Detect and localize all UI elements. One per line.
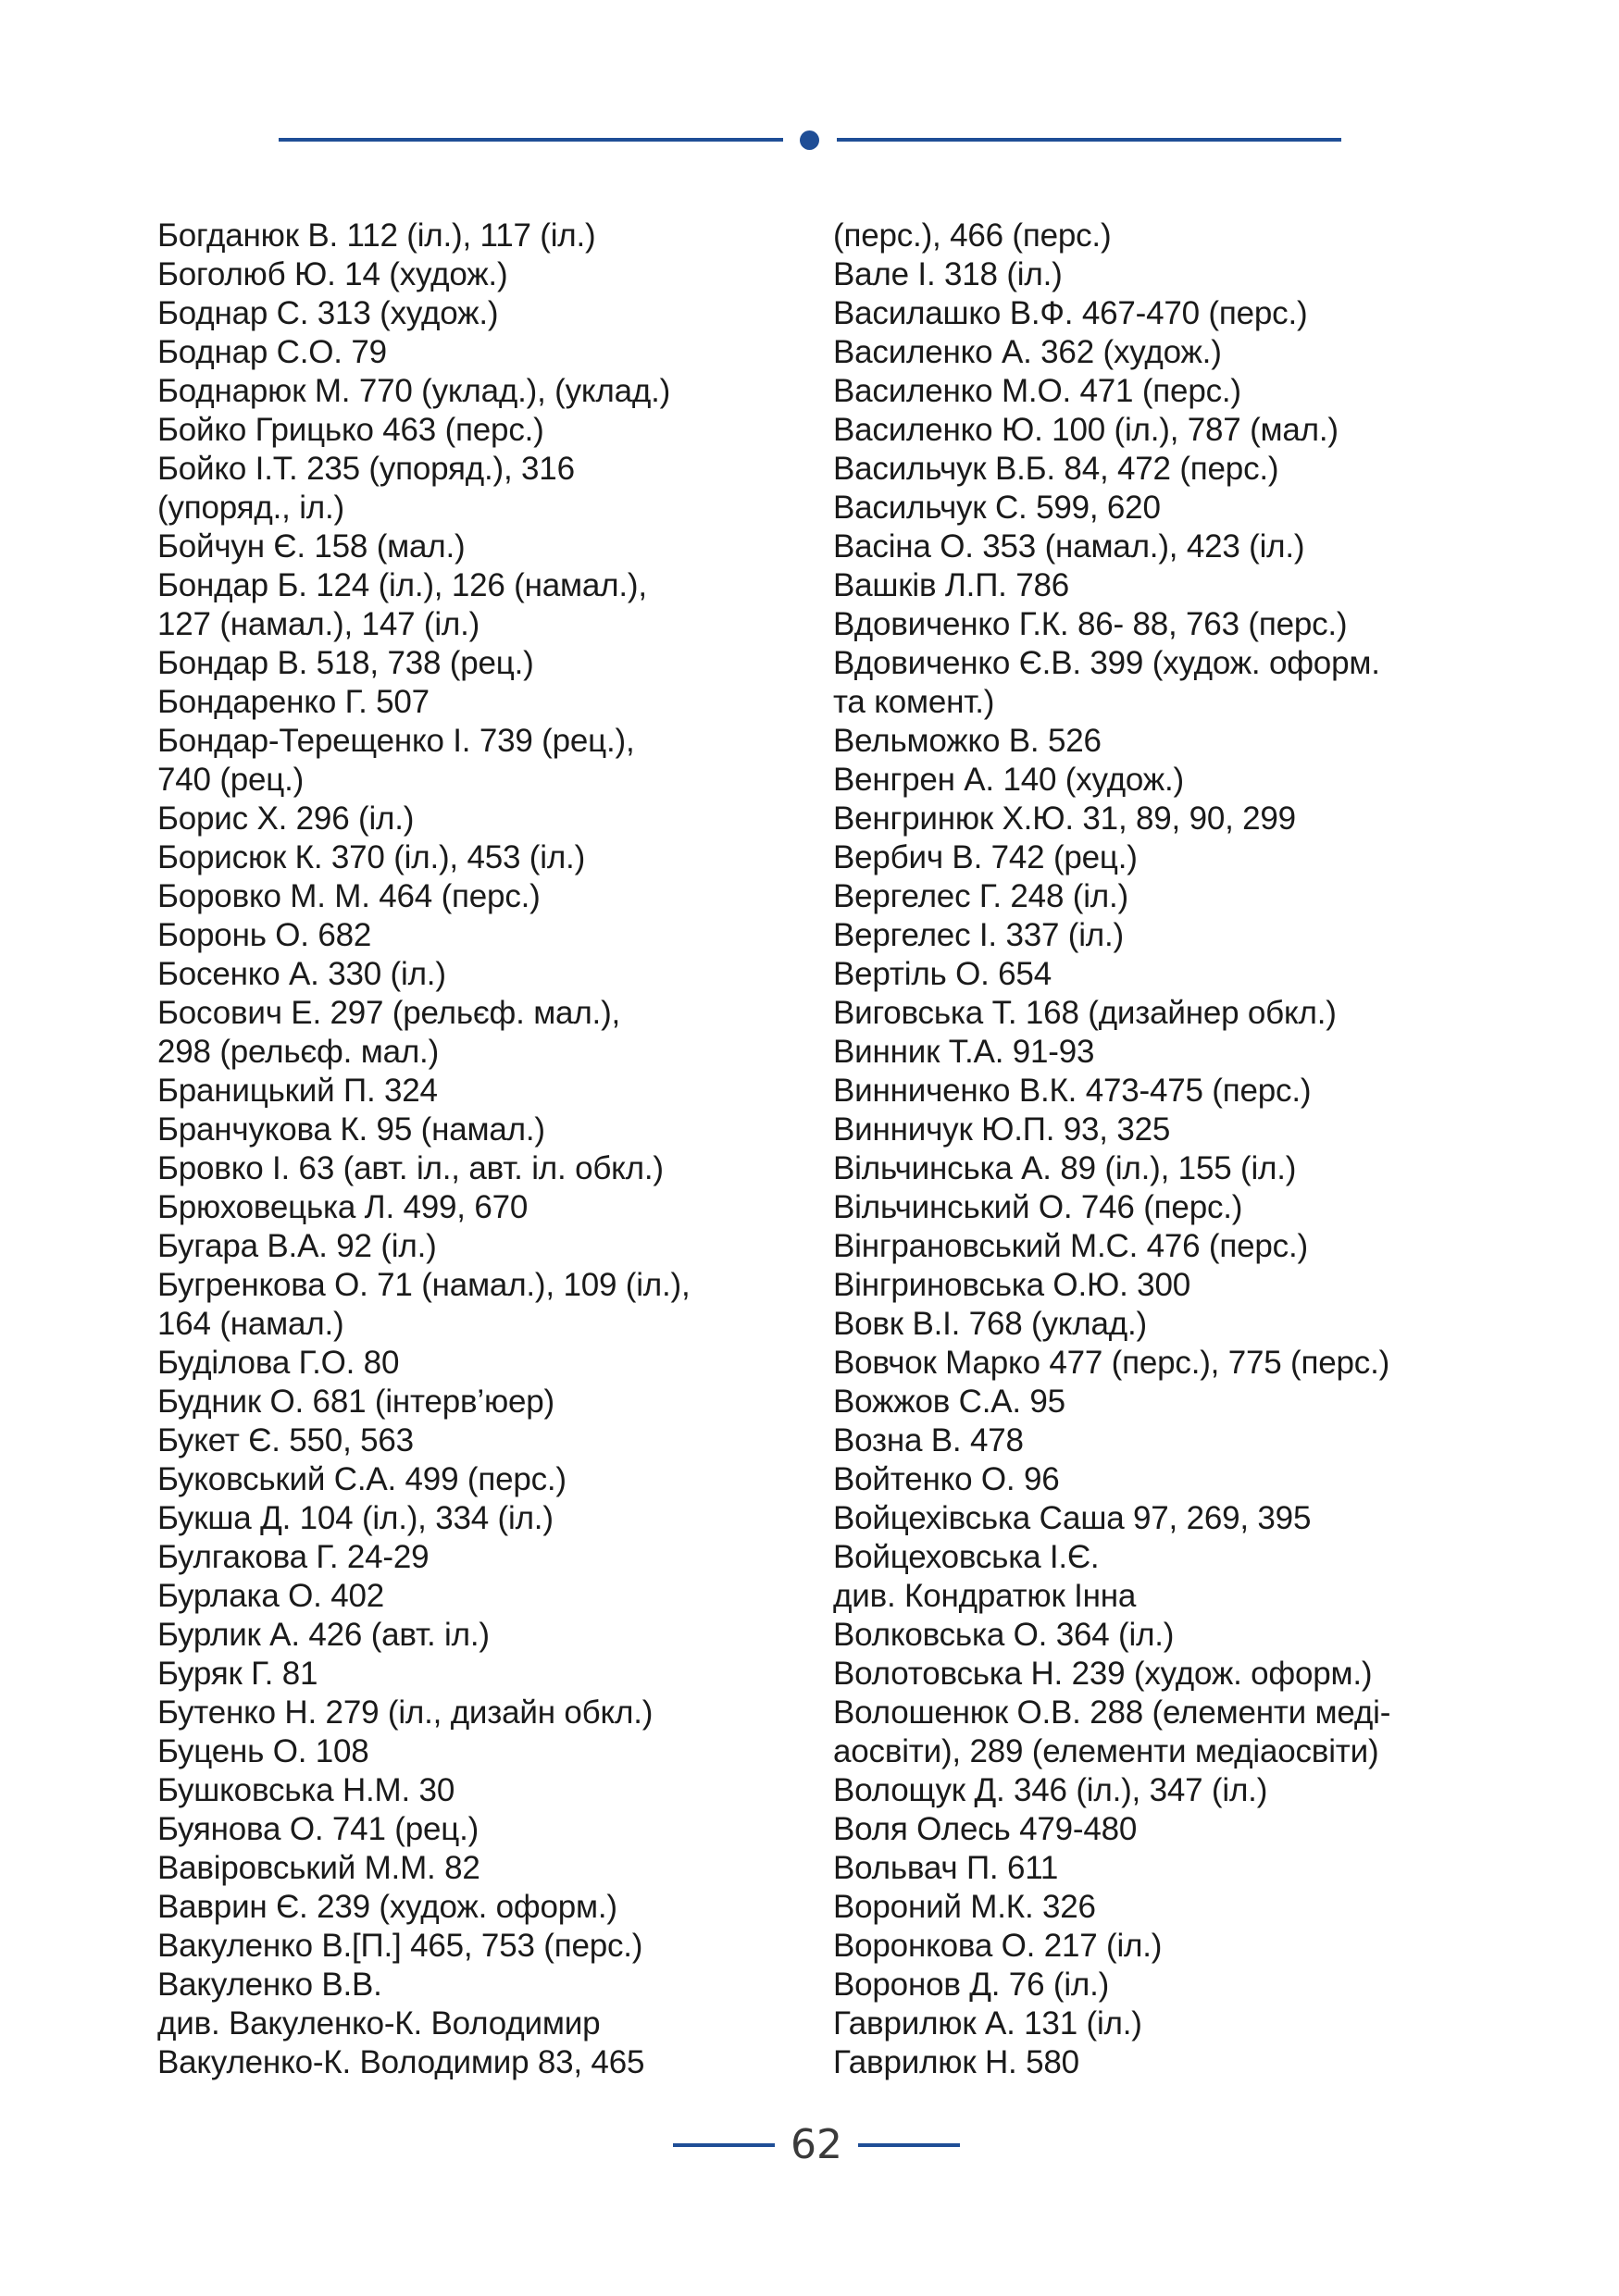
index-entry: Винничук Ю.П. 93, 325 (833, 1111, 1171, 1148)
index-entry: Васильчук С. 599, 620 (833, 490, 1161, 526)
index-entry: Винниченко В.К. 473-475 (перс.) (833, 1073, 1312, 1109)
index-entry: 164 (намал.) (157, 1306, 344, 1342)
index-entry: Бугара В.А. 92 (іл.) (157, 1228, 437, 1264)
index-entry: Василенко Ю. 100 (іл.), 787 (мал.) (833, 412, 1339, 448)
index-entry: Боднар С. 313 (худож.) (157, 295, 499, 331)
index-entry: Вожжов С.А. 95 (833, 1384, 1065, 1420)
index-entry: 740 (рец.) (157, 762, 305, 798)
index-entry: Бранчукова К. 95 (намал.) (157, 1111, 545, 1148)
index-entry: Вільчинська А. 89 (іл.), 155 (іл.) (833, 1150, 1297, 1186)
index-entry: Войцехівська Саша 97, 269, 395 (833, 1500, 1312, 1536)
index-entry: Васіна О. 353 (намал.), 423 (іл.) (833, 528, 1305, 565)
index-entry: Вовчок Марко 477 (перс.), 775 (перс.) (833, 1345, 1390, 1381)
index-entry: Венгринюк Х.Ю. 31, 89, 90, 299 (833, 800, 1296, 837)
index-entry: Вольвач П. 611 (833, 1850, 1059, 1886)
index-entry: Боровко М. М. 464 (перс.) (157, 878, 541, 914)
index-entry: Вінграновський М.С. 476 (перс.) (833, 1228, 1308, 1264)
index-entry: Будник О. 681 (інтерв’юер) (157, 1384, 555, 1420)
index-entry: Василенко А. 362 (худож.) (833, 334, 1222, 370)
index-entry: Борисюк К. 370 (іл.), 453 (іл.) (157, 839, 586, 875)
index-column-left (157, 217, 805, 2082)
index-entry: Ваврин Є. 239 (худож. оформ.) (157, 1889, 617, 1925)
index-entry: Гаврилюк Н. 580 (833, 2044, 1079, 2080)
index-column-right (833, 217, 1481, 2082)
index-entry: Браницький П. 324 (157, 1073, 438, 1109)
index-entry: Бровко І. 63 (авт. іл., авт. іл. обкл.) (157, 1150, 664, 1186)
index-entry: Войтенко О. 96 (833, 1461, 1060, 1497)
index-entry: Вороний М.К. 326 (833, 1889, 1096, 1925)
index-entry: Вовк В.І. 768 (уклад.) (833, 1306, 1147, 1342)
index-entry: Бондар-Терещенко І. 739 (рец.), (157, 723, 635, 759)
header-rule-left (279, 138, 783, 142)
index-entry: Вале І. 318 (іл.) (833, 256, 1063, 292)
index-entry: Бойко І.Т. 235 (упоряд.), 316 (157, 451, 575, 487)
index-entry: (перс.), 466 (перс.) (833, 217, 1112, 254)
index-entry: див. Вакуленко-К. Володимир (157, 2005, 601, 2042)
index-entry: Бушковська Н.М. 30 (157, 1772, 455, 1808)
index-entry: Вдовиченко Є.В. 399 (худож. оформ. (833, 645, 1380, 681)
index-entry: Босович Е. 297 (рельєф. мал.), (157, 995, 621, 1031)
index-entry: Босенко А. 330 (іл.) (157, 956, 446, 992)
index-entry: Вінгриновська О.Ю. 300 (833, 1267, 1190, 1303)
index-entry: Бурлака О. 402 (157, 1578, 385, 1614)
index-entry: Василашко В.Ф. 467-470 (перс.) (833, 295, 1308, 331)
index-entry: Буянова О. 741 (рец.) (157, 1811, 479, 1847)
index-entry: 127 (намал.), 147 (іл.) (157, 606, 480, 642)
index-entry: Воля Олесь 479-480 (833, 1811, 1138, 1847)
header-rule-right (837, 138, 1341, 142)
page-number: 62 (791, 2121, 842, 2168)
index-entry: 298 (рельєф. мал.) (157, 1034, 440, 1070)
page-footer (673, 2117, 951, 2173)
index-entry: Бутенко Н. 279 (іл., дизайн обкл.) (157, 1694, 654, 1731)
index-entry: Бойко Грицько 463 (перс.) (157, 412, 544, 448)
index-entry: Возна В. 478 (833, 1422, 1024, 1458)
index-entry: Буряк Г. 81 (157, 1656, 318, 1692)
index-entry: Воронов Д. 76 (іл.) (833, 1967, 1110, 2003)
index-entry: Бондаренко Г. 507 (157, 684, 430, 720)
index-entry: Винник Т.А. 91-93 (833, 1034, 1095, 1070)
index-entry: Вельможко В. 526 (833, 723, 1102, 759)
index-entry: та комент.) (833, 684, 995, 720)
index-entry: Гаврилюк А. 131 (іл.) (833, 2005, 1142, 2042)
index-entry: Буцень О. 108 (157, 1733, 369, 1769)
index-entry: Боднар С.О. 79 (157, 334, 387, 370)
index-entry: аосвіти), 289 (елементи медіаосвіти) (833, 1733, 1379, 1769)
index-entry: Волощук Д. 346 (іл.), 347 (іл.) (833, 1772, 1268, 1808)
index-entry: Буковський С.А. 499 (перс.) (157, 1461, 567, 1497)
index-entry: Вакуленко В.[П.] 465, 753 (перс.) (157, 1928, 643, 1964)
index-entry: Венгрен А. 140 (худож.) (833, 762, 1184, 798)
index-entry: (упоряд., іл.) (157, 490, 344, 526)
index-entry: Боднарюк М. 770 (уклад.), (уклад.) (157, 373, 671, 409)
index-entry: Виговська Т. 168 (дизайнер обкл.) (833, 995, 1337, 1031)
index-entry: Вавіровський М.М. 82 (157, 1850, 480, 1886)
header-ornament-dot (800, 130, 819, 150)
index-entry: Булгакова Г. 24-29 (157, 1539, 430, 1575)
index-entry: Буділова Г.О. 80 (157, 1345, 400, 1381)
index-entry: Бойчун Є. 158 (мал.) (157, 528, 466, 565)
index-entry: Бугренкова О. 71 (намал.), 109 (іл.), (157, 1267, 691, 1303)
index-entry: Войцеховська І.Є. (833, 1539, 1100, 1575)
index-entry: Вакуленко-К. Володимир 83, 465 (157, 2044, 645, 2080)
index-entry: Вакуленко В.В. (157, 1967, 382, 2003)
index-entry: Борис Х. 296 (іл.) (157, 800, 415, 837)
index-entry: Букша Д. 104 (іл.), 334 (іл.) (157, 1500, 554, 1536)
index-entry: Боголюб Ю. 14 (худож.) (157, 256, 508, 292)
index-entry: Вертіль О. 654 (833, 956, 1052, 992)
index-entry: Василенко М.О. 471 (перс.) (833, 373, 1241, 409)
index-entry: Васильчук В.Б. 84, 472 (перс.) (833, 451, 1279, 487)
index-entry: Вашків Л.П. 786 (833, 567, 1069, 603)
header-ornament (279, 130, 1341, 149)
index-entry: Богданюк В. 112 (іл.), 117 (іл.) (157, 217, 596, 254)
index-entry: Вергелес І. 337 (іл.) (833, 917, 1125, 953)
index-entry: Воронкова О. 217 (іл.) (833, 1928, 1163, 1964)
index-entry: Волковська О. 364 (іл.) (833, 1617, 1175, 1653)
index-entry: див. Кондратюк Інна (833, 1578, 1137, 1614)
index-entry: Волошенюк О.В. 288 (елементи меді- (833, 1694, 1391, 1731)
index-entry: Бондар В. 518, 738 (рец.) (157, 645, 534, 681)
index-entry: Вдовиченко Г.К. 86- 88, 763 (перс.) (833, 606, 1348, 642)
index-entry: Бондар Б. 124 (іл.), 126 (намал.), (157, 567, 647, 603)
index-entry: Букет Є. 550, 563 (157, 1422, 414, 1458)
index-entry: Вільчинський О. 746 (перс.) (833, 1189, 1243, 1225)
index-entry: Вербич В. 742 (рец.) (833, 839, 1138, 875)
index-entry: Вергелес Г. 248 (іл.) (833, 878, 1128, 914)
footer-rule-right (858, 2143, 960, 2147)
index-entry: Брюховецька Л. 499, 670 (157, 1189, 529, 1225)
index-entry: Боронь О. 682 (157, 917, 372, 953)
footer-rule-left (673, 2143, 775, 2147)
index-entry: Волотовська Н. 239 (худож. оформ.) (833, 1656, 1373, 1692)
index-entry: Бурлик А. 426 (авт. іл.) (157, 1617, 490, 1653)
